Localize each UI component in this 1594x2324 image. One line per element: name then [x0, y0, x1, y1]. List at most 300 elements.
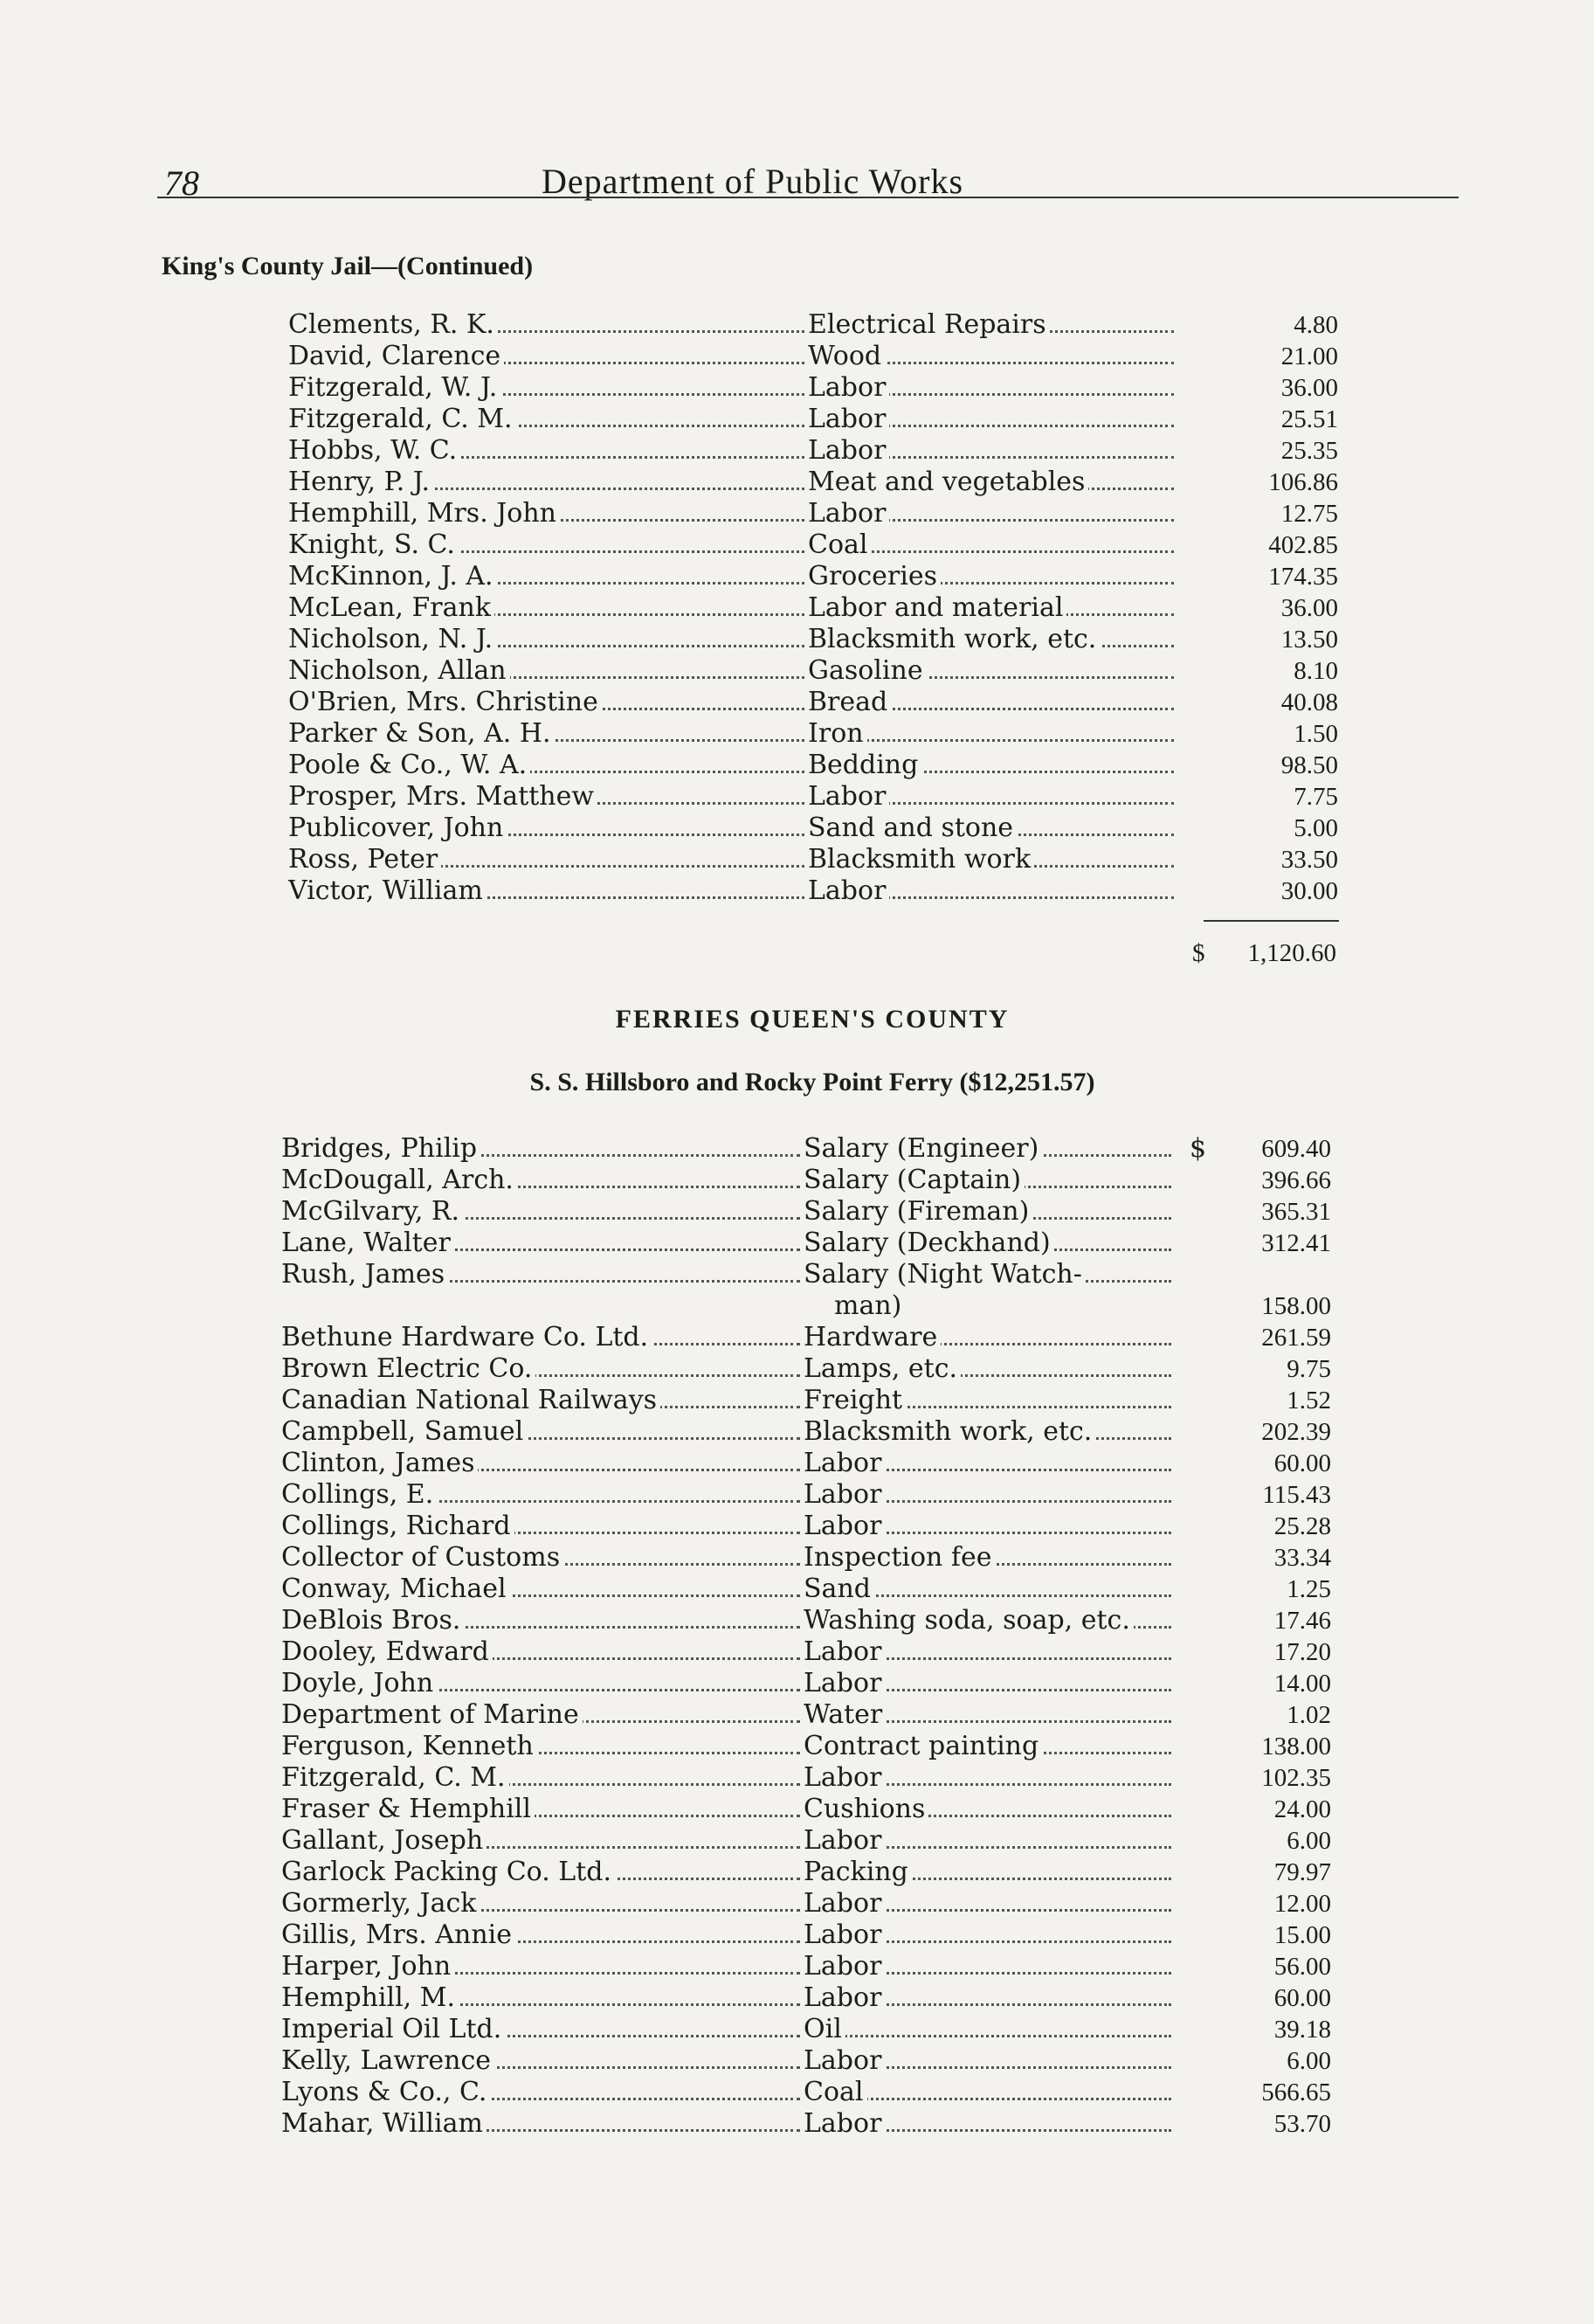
item-description-text: Sand and stone: [808, 813, 1017, 843]
payee-name: [288, 624, 808, 655]
item-description: [804, 1385, 1175, 1416]
payee-name: [281, 1228, 804, 1259]
amount: 79.97: [1273, 1858, 1331, 1886]
item-description-text: Bread: [808, 687, 891, 717]
payee-name-text: O'Brien, Mrs. Christine: [288, 687, 602, 717]
amount: 12.75: [1280, 500, 1338, 528]
item-description-text: Blacksmith work, etc.: [808, 624, 1100, 654]
item-description: [804, 1731, 1175, 1762]
amount: 202.39: [1261, 1418, 1331, 1446]
payee-name-text: DeBlois Bros.: [281, 1605, 464, 1636]
payee-name-text: Fitzgerald, C. M.: [281, 1762, 509, 1793]
payee-name-text: Henry, P. J.: [288, 467, 433, 497]
ledger-row: [281, 1825, 1331, 1857]
item-description-text: Labor: [808, 372, 889, 403]
section-title-kings-county-jail: King's County Jail—(Continued): [162, 252, 534, 280]
payee-name-text: Hemphill, M.: [281, 1982, 459, 2013]
payee-name-text: Canadian National Railways: [281, 1385, 660, 1415]
payee-name: [288, 404, 808, 435]
payee-name-text: Lane, Walter: [281, 1228, 454, 1258]
ledger-row: [281, 1762, 1331, 1794]
ledger-row: [288, 687, 1338, 718]
ledger-row: [288, 498, 1338, 529]
item-description-text: Oil: [804, 2014, 845, 2044]
ledger-row: [281, 2045, 1331, 2077]
payee-name-text: Ross, Peter: [288, 844, 441, 875]
amount: 36.00: [1280, 374, 1338, 402]
amount: 566.65: [1261, 2078, 1331, 2106]
amount: 138.00: [1261, 1733, 1331, 1760]
item-description: [808, 404, 1177, 435]
payee-name-text: Campbell, Samuel: [281, 1416, 527, 1447]
item-description: [804, 1196, 1175, 1228]
item-description: [804, 1228, 1175, 1259]
ledger-row: [288, 813, 1338, 844]
payee-name: [281, 2045, 804, 2077]
ledger-row: [281, 1857, 1331, 1888]
item-description: [808, 467, 1177, 498]
payee-name: [281, 1982, 804, 2014]
payee-name-text: David, Clarence: [288, 341, 504, 371]
ledger-row: [288, 341, 1338, 372]
payee-name-text: Victor, William: [288, 875, 486, 906]
payee-name-text: Poole & Co., W. A.: [288, 750, 530, 780]
ledger-row: [281, 1259, 1331, 1321]
ledger-row: [281, 1511, 1331, 1542]
payee-name-text: McLean, Frank: [288, 592, 494, 623]
item-description: [808, 781, 1177, 813]
item-description: [808, 750, 1177, 781]
payee-name: [288, 309, 808, 341]
payee-name: [281, 1888, 804, 1919]
amount: 261.59: [1261, 1324, 1331, 1352]
ledger-row: [281, 1196, 1331, 1228]
item-description-text: Labor: [808, 498, 889, 529]
amount: 17.20: [1273, 1638, 1331, 1666]
item-description-text: Washing soda, soap, etc.: [804, 1605, 1134, 1636]
item-description: [804, 1479, 1175, 1511]
item-description: [804, 1542, 1175, 1574]
ledger-row: [281, 1165, 1331, 1196]
payee-name-text: Publicover, John: [288, 813, 507, 843]
amount: 9.75: [1287, 1355, 1331, 1383]
item-description: [808, 655, 1177, 687]
ledger-row: [288, 592, 1338, 624]
dollar-sign: $: [1190, 1133, 1207, 1164]
payee-name-text: Brown Electric Co.: [281, 1353, 535, 1384]
ledger-row: [281, 1385, 1331, 1416]
ledger-row: [281, 1228, 1331, 1259]
payee-name: [281, 1353, 804, 1385]
amount: 33.50: [1280, 846, 1338, 874]
payee-name: [281, 1322, 804, 1353]
page-number: 78: [164, 163, 199, 203]
ledger-row: [281, 1888, 1331, 1919]
ledger-row: [281, 1699, 1331, 1731]
amount: 115.43: [1262, 1481, 1331, 1509]
item-description-text: Wood: [808, 341, 885, 371]
payee-name-text: Hemphill, Mrs. John: [288, 498, 560, 529]
amount: 30.00: [1280, 877, 1338, 905]
payee-name-text: Gillis, Mrs. Annie: [281, 1919, 515, 1950]
item-description: [804, 1165, 1175, 1196]
payee-name-text: Kelly, Lawrence: [281, 2045, 494, 2076]
payee-name-text: Clinton, James: [281, 1448, 478, 1478]
item-description-text: Labor: [804, 1888, 885, 1919]
item-description: [804, 1353, 1175, 1385]
amount: 396.66: [1261, 1166, 1331, 1194]
item-description-text: Labor: [808, 435, 889, 466]
payee-name-text: Conway, Michael: [281, 1574, 510, 1604]
payee-name: [288, 750, 808, 781]
payee-name: [281, 1511, 804, 1542]
item-description-text: Labor: [808, 875, 889, 906]
item-description: [808, 341, 1177, 372]
payee-name: [288, 718, 808, 750]
item-description-text: Labor: [804, 2108, 885, 2139]
ledger-row: [288, 561, 1338, 592]
item-description-text: Cushions: [804, 1794, 928, 1824]
item-description-text: Labor: [804, 1636, 885, 1667]
item-description-text: Groceries: [808, 561, 941, 591]
item-description-text: Sand: [804, 1574, 874, 1604]
item-description: [804, 2045, 1175, 2077]
item-description-text: Inspection fee: [804, 1542, 996, 1573]
amount: 402.85: [1268, 531, 1338, 559]
payee-name-text: Imperial Oil Ltd.: [281, 2014, 505, 2044]
payee-name: [281, 1196, 804, 1228]
item-description-text: Freight: [804, 1385, 906, 1415]
payee-name-text: Lyons & Co., C.: [281, 2077, 490, 2107]
ledger-row: [281, 1322, 1331, 1353]
item-description: [808, 875, 1177, 907]
payee-name: [281, 1794, 804, 1825]
item-description-text: Water: [804, 1699, 886, 1730]
item-description: [808, 561, 1177, 592]
payee-name-text: Ferguson, Kenneth: [281, 1731, 537, 1761]
payee-name-text: Bridges, Philip: [281, 1133, 480, 1164]
amount: 15.00: [1273, 1921, 1331, 1949]
amount: 1.25: [1287, 1575, 1331, 1603]
ledger-row: [281, 1636, 1331, 1668]
ledger-row: [281, 1951, 1331, 1982]
amount: 312.41: [1261, 1229, 1331, 1257]
item-description: [808, 529, 1177, 561]
item-description-text: Packing: [804, 1857, 912, 1887]
item-description-text: Labor: [804, 1479, 885, 1510]
ledger-row: [288, 529, 1338, 561]
payee-name: [281, 1636, 804, 1668]
payee-name-text: Fitzgerald, C. M.: [288, 404, 516, 434]
payee-name: [281, 2077, 804, 2108]
payee-name: [288, 341, 808, 372]
payee-name: [288, 592, 808, 624]
amount: 14.00: [1273, 1670, 1331, 1698]
ledger-row: [288, 467, 1338, 498]
item-description-text: Coal: [808, 529, 872, 560]
amount: 56.00: [1273, 1953, 1331, 1981]
ledger-row: [281, 1982, 1331, 2014]
amount: 60.00: [1273, 1449, 1331, 1477]
payee-name: [288, 844, 808, 875]
amount: 5.00: [1294, 814, 1338, 842]
payee-name: [281, 1385, 804, 1416]
payee-name: [281, 1762, 804, 1794]
ledger-row: [288, 844, 1338, 875]
amount: 21.00: [1280, 342, 1338, 370]
amount: 365.31: [1261, 1198, 1331, 1226]
amount: 33.34: [1273, 1544, 1331, 1572]
amount: 6.00: [1287, 1827, 1331, 1855]
item-description: [804, 1857, 1175, 1888]
ledger-row: [281, 2014, 1331, 2045]
amount: 106.86: [1268, 468, 1338, 496]
ledger-row: [281, 1668, 1331, 1699]
payee-name: [281, 2108, 804, 2140]
amount: 7.75: [1294, 783, 1338, 811]
item-description: [808, 687, 1177, 718]
item-description: [808, 435, 1177, 467]
payee-name-text: Nicholson, N. J.: [288, 624, 496, 654]
payee-name: [281, 1574, 804, 1605]
amount: 40.08: [1280, 688, 1338, 716]
item-description-text: Labor and material: [808, 592, 1066, 623]
amount: 24.00: [1273, 1795, 1331, 1823]
item-description: [804, 1416, 1175, 1448]
item-description-text: Salary (Deckhand): [804, 1228, 1054, 1258]
amount: 1.02: [1287, 1701, 1331, 1729]
payee-name: [281, 1448, 804, 1479]
payee-name: [281, 1542, 804, 1574]
item-description-text: Iron: [808, 718, 867, 749]
payee-name: [288, 561, 808, 592]
payee-name: [288, 875, 808, 907]
total-rule: [1204, 920, 1339, 922]
heading-ferries-queens-county: FERRIES QUEEN'S COUNTY: [615, 1005, 1010, 1034]
item-description: [804, 1322, 1175, 1353]
item-description-text: Gasoline: [808, 655, 927, 686]
payee-name: [281, 1165, 804, 1196]
payee-name: [281, 1605, 804, 1636]
item-description-text: Meat and vegetables: [808, 467, 1088, 497]
payee-name: [281, 1699, 804, 1731]
payee-name: [288, 467, 808, 498]
item-description-text: Salary (Fireman): [804, 1196, 1032, 1227]
running-head: Department of Public Works: [542, 162, 964, 201]
item-description: [804, 1448, 1175, 1479]
ledger-row: [288, 404, 1338, 435]
ledger-row: [281, 1574, 1331, 1605]
ledger-row: [288, 781, 1338, 813]
payee-name: [288, 655, 808, 687]
item-description: [808, 718, 1177, 750]
item-description: [804, 1762, 1175, 1794]
amount: 1.52: [1287, 1387, 1331, 1414]
ledger-row: [281, 1605, 1331, 1636]
item-description-text: Labor: [808, 404, 889, 434]
payee-name-text: Dooley, Edward: [281, 1636, 493, 1667]
item-description-text: Bedding: [808, 750, 921, 780]
ledger-row: [281, 1416, 1331, 1448]
item-description: [808, 624, 1177, 655]
item-description: [804, 1511, 1175, 1542]
item-description: [804, 2077, 1175, 2108]
ledger-row: [281, 2077, 1331, 2108]
payee-name: [281, 1825, 804, 1857]
item-description: [808, 309, 1177, 341]
payee-name-text: Rush, James: [281, 1259, 448, 1290]
payee-name: [281, 1259, 804, 1290]
item-description: [804, 1699, 1175, 1731]
payee-name-text: Gormerly, Jack: [281, 1888, 480, 1919]
heading-hillsboro-rocky-point-ferry: S. S. Hillsboro and Rocky Point Ferry ($12,251.57): [529, 1068, 1095, 1096]
ledger-row: [288, 875, 1338, 907]
item-description-text: Labor: [804, 1825, 885, 1856]
amount: 158.00: [1261, 1292, 1331, 1320]
payee-name-text: Nicholson, Allan: [288, 655, 510, 686]
item-description: [804, 1919, 1175, 1951]
ledger-row: [281, 1133, 1331, 1165]
payee-name-text: Mahar, William: [281, 2108, 486, 2139]
amount: 1.50: [1294, 720, 1338, 748]
item-description-text: Salary (Captain): [804, 1165, 1025, 1195]
payee-name-text: Knight, S. C.: [288, 529, 459, 560]
payee-name: [288, 687, 808, 718]
payee-name-text: Collector of Customs: [281, 1542, 563, 1573]
item-description: [804, 1825, 1175, 1857]
item-description: [804, 2014, 1175, 2045]
payee-name: [281, 1731, 804, 1762]
amount: 25.35: [1280, 437, 1338, 465]
item-description: [804, 1133, 1175, 1165]
amount: 8.10: [1294, 657, 1338, 685]
payee-name-text: Harper, John: [281, 1951, 454, 1982]
item-description: [808, 592, 1177, 624]
ledger-row: [288, 435, 1338, 467]
item-description: [804, 1259, 1175, 1290]
item-description-text: Labor: [804, 1448, 885, 1478]
payee-name-text: Collings, E.: [281, 1479, 437, 1510]
item-description-text: Blacksmith work, etc.: [804, 1416, 1095, 1447]
payee-name: [288, 813, 808, 844]
amount: 13.50: [1280, 626, 1338, 654]
ledger-row: [288, 624, 1338, 655]
payee-name: [288, 372, 808, 404]
item-description-text: Labor: [804, 1919, 885, 1950]
item-description: [804, 1951, 1175, 1982]
item-description: [804, 1888, 1175, 1919]
item-description-continuation: man): [834, 1290, 902, 1321]
payee-name: [281, 1133, 804, 1165]
item-description: [804, 1668, 1175, 1699]
amount: 174.35: [1268, 563, 1338, 591]
payee-name: [281, 1668, 804, 1699]
ledger-row: [288, 750, 1338, 781]
amount: 609.40: [1261, 1135, 1331, 1163]
payee-name-text: Gallant, Joseph: [281, 1825, 486, 1856]
ledger-row: [281, 1479, 1331, 1511]
payee-name-text: Hobbs, W. C.: [288, 435, 460, 466]
amount: 102.35: [1261, 1764, 1331, 1792]
item-description-text: Labor: [804, 1982, 885, 2013]
item-description-text: Labor: [804, 1762, 885, 1793]
ledger-row: [288, 655, 1338, 687]
header-rule: [157, 197, 1459, 198]
ledger-row: [281, 1353, 1331, 1385]
amount: 6.00: [1287, 2047, 1331, 2075]
payee-name-text: Clements, R. K.: [288, 309, 498, 340]
ledger-row: [281, 2108, 1331, 2140]
ledger-row: [281, 1794, 1331, 1825]
payee-name-text: Fraser & Hemphill: [281, 1794, 535, 1824]
payee-name: [281, 1479, 804, 1511]
payee-name: [288, 498, 808, 529]
payee-name-text: McKinnon, J. A.: [288, 561, 497, 591]
item-description: [804, 2108, 1175, 2140]
amount: 36.00: [1280, 594, 1338, 622]
payee-name-text: Department of Marine: [281, 1699, 583, 1730]
item-description-text: Labor: [808, 781, 889, 812]
payee-name: [281, 1857, 804, 1888]
amount: 25.51: [1280, 405, 1338, 433]
ledger-row: [288, 372, 1338, 404]
payee-name-text: Bethune Hardware Co. Ltd.: [281, 1322, 652, 1352]
ledger-row: [281, 1448, 1331, 1479]
payee-name: [281, 2014, 804, 2045]
ledger-row: [281, 1919, 1331, 1951]
payee-name-text: Prosper, Mrs. Matthew: [288, 781, 597, 812]
item-description-text: Labor: [804, 2045, 885, 2076]
amount: 17.46: [1273, 1607, 1331, 1635]
amount: 98.50: [1280, 751, 1338, 779]
amount: 25.28: [1273, 1512, 1331, 1540]
item-description-text: Coal: [804, 2077, 867, 2107]
item-description-text: Hardware: [804, 1322, 941, 1352]
amount: 39.18: [1273, 2016, 1331, 2044]
item-description-text: Lamps, etc.: [804, 1353, 961, 1384]
item-description: [808, 813, 1177, 844]
payee-name-text: McGilvary, R.: [281, 1196, 463, 1227]
ledger-row: [281, 1542, 1331, 1574]
payee-name-text: Collings, Richard: [281, 1511, 514, 1541]
item-description-text: Salary (Night Watch-: [804, 1259, 1086, 1290]
payee-name: [281, 1416, 804, 1448]
payee-name-text: Fitzgerald, W. J.: [288, 372, 500, 403]
item-description: [804, 1794, 1175, 1825]
jail-total-amount: 1,120.60: [1247, 939, 1336, 967]
item-description: [808, 844, 1177, 875]
payee-name-text: Garlock Packing Co. Ltd.: [281, 1857, 615, 1887]
payee-name-text: McDougall, Arch.: [281, 1165, 517, 1195]
item-description: [804, 1636, 1175, 1668]
item-description-text: Salary (Engineer): [804, 1133, 1042, 1164]
amount: 4.80: [1294, 311, 1338, 339]
item-description: [808, 372, 1177, 404]
item-description-text: Electrical Repairs: [808, 309, 1050, 340]
payee-name: [288, 435, 808, 467]
item-description-text: Labor: [804, 1511, 885, 1541]
payee-name-text: Doyle, John: [281, 1668, 437, 1698]
payee-name: [281, 1919, 804, 1951]
amount: 53.70: [1273, 2110, 1331, 2138]
payee-name-text: Parker & Son, A. H.: [288, 718, 555, 749]
ledger-row: [281, 1731, 1331, 1762]
item-description: [804, 1605, 1175, 1636]
payee-name: [281, 1951, 804, 1982]
ledger-row: [288, 718, 1338, 750]
total-dollar-sign: $: [1192, 939, 1205, 967]
amount: 60.00: [1273, 1984, 1331, 2012]
